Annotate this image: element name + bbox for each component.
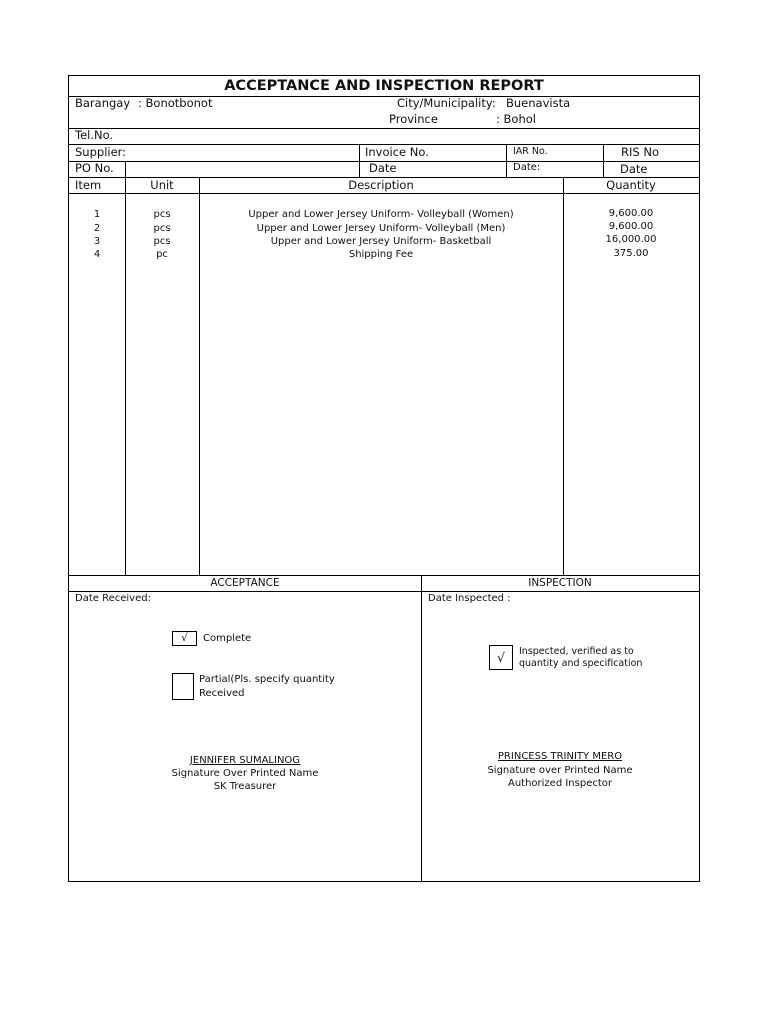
acceptance-signer-name: JENNIFER SUMALINOG (189, 755, 301, 766)
complete-label: Complete (203, 633, 252, 644)
row-1-quantity: 9,600.00 (608, 208, 654, 219)
rule-v-po-value (125, 161, 126, 177)
row-2-description: Upper and Lower Jersey Uniform- Volleyball (Men) (256, 223, 506, 234)
rule-table-header (69, 193, 699, 194)
ris-date-label: Date (620, 162, 648, 176)
inspected-label-line2: quantity and specification (519, 658, 643, 669)
city-value: Buenavista (506, 96, 571, 110)
acceptance-signer-title: SK Treasurer (213, 781, 277, 792)
iar-date-label: Date: (513, 162, 541, 173)
inspected-label-line1: Inspected, verified as to (519, 646, 634, 657)
inspection-signer-title: Authorized Inspector (507, 778, 613, 789)
row-2-quantity: 9,600.00 (608, 221, 654, 232)
row-2-unit: pcs (153, 223, 171, 234)
iar-label: IAR No. (513, 146, 548, 157)
row-3-unit: pcs (153, 236, 171, 247)
header-description: Description (348, 178, 414, 192)
inspected-checkbox[interactable]: √ (489, 645, 513, 670)
ris-label: RIS No (621, 145, 659, 159)
invoice-date-label: Date (369, 161, 397, 175)
header-quantity: Quantity (606, 178, 656, 192)
invoice-label: Invoice No. (365, 145, 429, 159)
barangay-value: : Bonotbonot (138, 96, 213, 110)
acceptance-header: ACCEPTANCE (210, 577, 280, 589)
date-received-label: Date Received: (75, 593, 151, 604)
date-inspected-label: Date Inspected : (428, 593, 511, 604)
inspection-signer-caption: Signature over Printed Name (487, 765, 633, 776)
row-1-item: 1 (93, 209, 101, 220)
row-4-unit: pc (156, 249, 168, 260)
province-value: : Bohol (496, 112, 536, 126)
row-1-unit: pcs (153, 209, 171, 220)
acceptance-inspection-form (68, 75, 700, 882)
rule-acceptance-header (69, 591, 699, 592)
row-2-item: 2 (93, 223, 101, 234)
row-4-description: Shipping Fee (348, 249, 414, 260)
rule-address (69, 128, 699, 129)
barangay-label: Barangay (75, 96, 131, 110)
province-label: Province (389, 112, 438, 126)
inspection-header: INSPECTION (528, 577, 592, 589)
rule-v-ris (603, 144, 604, 177)
city-label: City/Municipality: (397, 96, 496, 110)
row-3-quantity: 16,000.00 (605, 234, 657, 245)
supplier-label: Supplier: (75, 145, 127, 159)
partial-label-line1: Partial(Pls. specify quantity (199, 674, 335, 685)
rule-v-acceptance-inspection (421, 575, 422, 881)
po-label: PO No. (75, 161, 114, 175)
header-item: Item (75, 178, 102, 192)
acceptance-signer-caption: Signature Over Printed Name (171, 768, 319, 779)
row-1-description: Upper and Lower Jersey Uniform- Volleyball (Women) (248, 209, 514, 220)
rule-v-iar (506, 144, 507, 177)
rule-v-invoice (359, 144, 360, 177)
partial-checkbox[interactable] (172, 673, 194, 700)
complete-checkbox[interactable]: √ (172, 631, 197, 646)
row-3-description: Upper and Lower Jersey Uniform- Basketball (270, 236, 492, 247)
row-4-quantity: 375.00 (613, 248, 649, 259)
tel-label: Tel.No. (75, 128, 114, 142)
header-unit: Unit (150, 178, 174, 192)
inspection-signer-name: PRINCESS TRINITY MERO (497, 751, 623, 762)
row-4-item: 4 (93, 249, 101, 260)
partial-label-line2: Received (199, 688, 245, 699)
rule-table-bottom (69, 575, 699, 576)
report-title: ACCEPTANCE AND INSPECTION REPORT (224, 78, 544, 94)
row-3-item: 3 (93, 236, 101, 247)
